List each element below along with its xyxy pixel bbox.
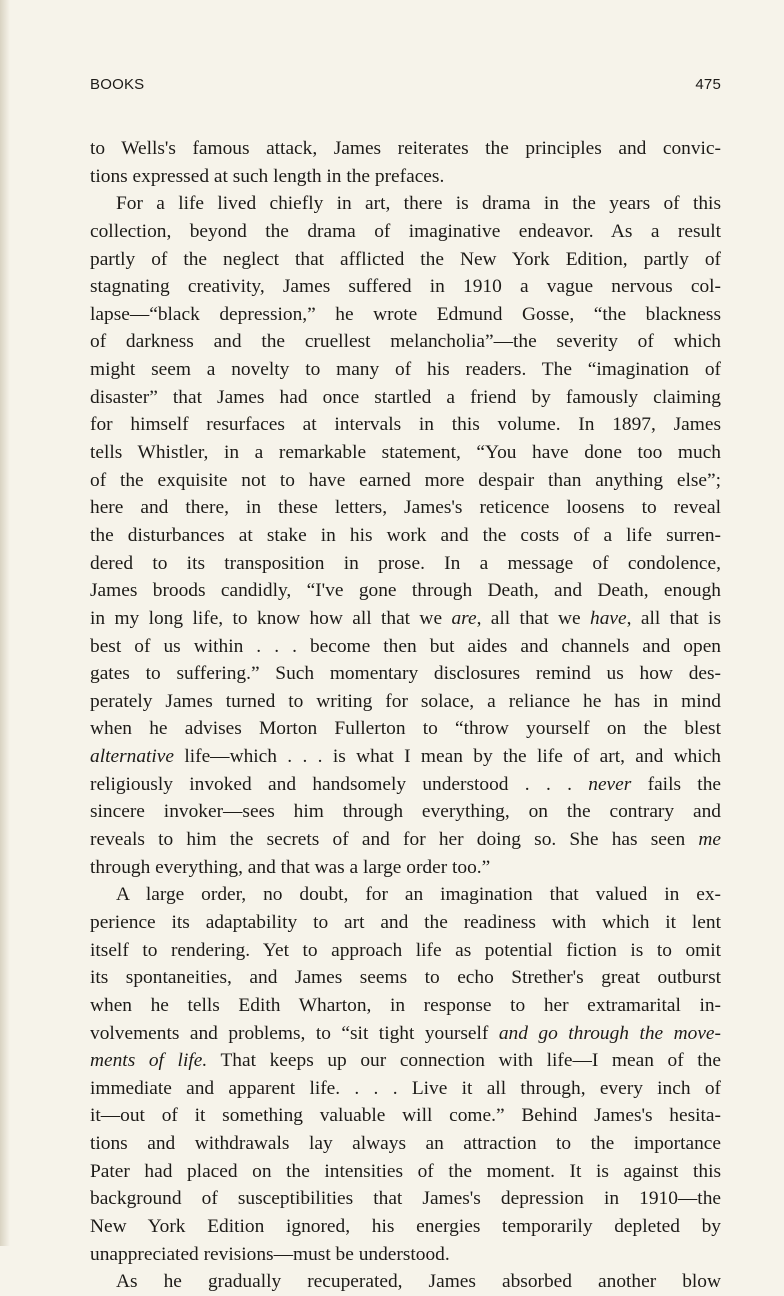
- body-text: [90, 135, 721, 1296]
- text-line: [90, 1268, 721, 1296]
- line-text: reveals to him the secrets of and for her doing so. She has seen: [90, 829, 699, 851]
- text-line: [90, 1158, 721, 1186]
- line-text: when he advises Morton Fullerton to “throw yourself on the blest: [90, 718, 721, 740]
- text-line: [90, 1213, 721, 1241]
- line-text: in my long life, to know how all that we: [90, 607, 452, 629]
- text-line: [90, 190, 721, 218]
- line-text: life—which . . . is what I mean by the life of art, and which: [174, 746, 721, 768]
- line-text: of the exquisite not to have earned more despair than anything else”;: [90, 469, 721, 491]
- line-text: here and there, in these letters, James's reticence loosens to reveal: [90, 497, 721, 519]
- line-text: immediate and apparent life. . . . Live it all through, every inch of: [90, 1077, 721, 1099]
- text-line: [90, 688, 721, 716]
- line-text: lapse—“black depression,” he wrote Edmund Gosse, “the blackness: [90, 303, 721, 325]
- text-line: [90, 1241, 721, 1269]
- line-text: tions expressed at such length in the prefaces.: [90, 165, 445, 187]
- italic-text: are: [451, 607, 477, 629]
- text-line: [90, 1185, 721, 1213]
- text-line: [90, 715, 721, 743]
- text-line: [90, 439, 721, 467]
- page-number: 475: [695, 76, 721, 93]
- italic-text: and go through the move-: [498, 1022, 721, 1044]
- line-text: perately James turned to writing for solace, a reliance he has in mind: [90, 690, 721, 712]
- line-text: partly of the neglect that afflicted the New York Edition, partly of: [90, 248, 721, 270]
- text-line: [90, 1020, 721, 1048]
- line-text: it—out of it something valuable will come.” Behind James's hesita-: [90, 1105, 721, 1127]
- text-line: [90, 273, 721, 301]
- line-text: stagnating creativity, James suffered in 1910 a vague nervous col-: [90, 276, 721, 298]
- line-text: background of susceptibilities that James's depression in 1910—the: [90, 1188, 721, 1210]
- line-text: James broods candidly, “I've gone through Death, and Death, enough: [90, 580, 721, 602]
- text-line: [90, 246, 721, 274]
- text-line: [90, 798, 721, 826]
- line-text: unappreciated revisions—must be understood.: [90, 1243, 450, 1265]
- text-line: [90, 826, 721, 854]
- line-text: That keeps up our connection with life—I mean of the: [207, 1050, 721, 1072]
- text-line: [90, 743, 721, 771]
- text-line: [90, 301, 721, 329]
- text-line: [90, 467, 721, 495]
- line-text: its spontaneities, and James seems to echo Strether's great outburst: [90, 967, 721, 989]
- italic-text: have: [590, 607, 627, 629]
- line-text: best of us within . . . become then but aides and channels and open: [90, 635, 721, 657]
- line-text: of darkness and the cruellest melancholia”—the severity of which: [90, 331, 721, 353]
- text-line: [90, 1075, 721, 1103]
- text-line: [90, 522, 721, 550]
- italic-text: me: [698, 829, 721, 851]
- line-text: disaster” that James had once startled a friend by famously claiming: [90, 386, 721, 408]
- line-text: Pater had placed on the intensities of the moment. It is against this: [90, 1160, 721, 1182]
- italic-text: ments of life.: [90, 1050, 208, 1072]
- line-text: to Wells's famous attack, James reiterates the principles and convic-: [90, 138, 721, 159]
- text-line: [90, 577, 721, 605]
- line-text: sincere invoker—sees him through everything, on the contrary and: [90, 801, 721, 823]
- line-text: for himself resurfaces at intervals in this volume. In 1897, James: [90, 414, 721, 436]
- text-line: [90, 356, 721, 384]
- running-head: [90, 76, 721, 98]
- line-text: dered to its transposition in prose. In a message of condolence,: [90, 552, 721, 574]
- text-line: [90, 605, 721, 633]
- line-text: New York Edition ignored, his energies temporarily depleted by: [90, 1215, 721, 1237]
- text-line: [90, 992, 721, 1020]
- page-gutter-shadow: [0, 0, 10, 1246]
- line-text: , all that we: [476, 607, 591, 629]
- text-line: [90, 771, 721, 799]
- text-line: [90, 550, 721, 578]
- line-text: might seem a novelty to many of his readers. The “imagination of: [90, 359, 721, 381]
- text-line: [90, 1047, 721, 1075]
- line-text: through everything, and that was a large order too.”: [90, 856, 491, 878]
- line-text: , all that is: [626, 607, 721, 629]
- line-text: perience its adaptability to art and the readiness with which it lent: [90, 911, 721, 933]
- line-text: gates to suffering.” Such momentary disclosures remind us how des-: [90, 663, 721, 685]
- line-text: For a life lived chiefly in art, there is drama in the years of this: [116, 193, 721, 215]
- text-line: [90, 328, 721, 356]
- line-text: collection, beyond the drama of imaginative endeavor. As a result: [90, 220, 721, 242]
- line-text: A large order, no doubt, for an imagination that valued in ex-: [116, 884, 721, 906]
- text-line: [90, 411, 721, 439]
- line-text: tions and withdrawals lay always an attraction to the importance: [90, 1133, 721, 1155]
- text-line: [90, 854, 721, 882]
- text-line: [90, 135, 721, 163]
- line-text: As he gradually recuperated, James absorbed another blow: [116, 1271, 721, 1293]
- text-line: [90, 660, 721, 688]
- text-line: [90, 218, 721, 246]
- text-line: [90, 384, 721, 412]
- line-text: itself to rendering. Yet to approach life as potential fiction is to omit: [90, 939, 721, 961]
- section-title: BOOKS: [90, 76, 145, 93]
- text-line: [90, 494, 721, 522]
- text-line: [90, 1130, 721, 1158]
- line-text: fails the: [631, 773, 721, 795]
- text-line: [90, 909, 721, 937]
- line-text: when he tells Edith Wharton, in response to her extramarital in-: [90, 994, 721, 1016]
- line-text: tells Whistler, in a remarkable statement, “You have done too much: [90, 442, 721, 464]
- text-line: [90, 1102, 721, 1130]
- text-line: [90, 964, 721, 992]
- line-text: the disturbances at stake in his work and the costs of a life surren-: [90, 524, 721, 546]
- text-line: [90, 881, 721, 909]
- line-text: religiously invoked and handsomely understood . . .: [90, 773, 589, 795]
- italic-text: alternative: [90, 746, 175, 768]
- text-line: [90, 937, 721, 965]
- text-line: [90, 163, 721, 191]
- line-text: volvements and problems, to “sit tight yourself: [90, 1022, 499, 1044]
- italic-text: never: [588, 773, 632, 795]
- text-line: [90, 633, 721, 661]
